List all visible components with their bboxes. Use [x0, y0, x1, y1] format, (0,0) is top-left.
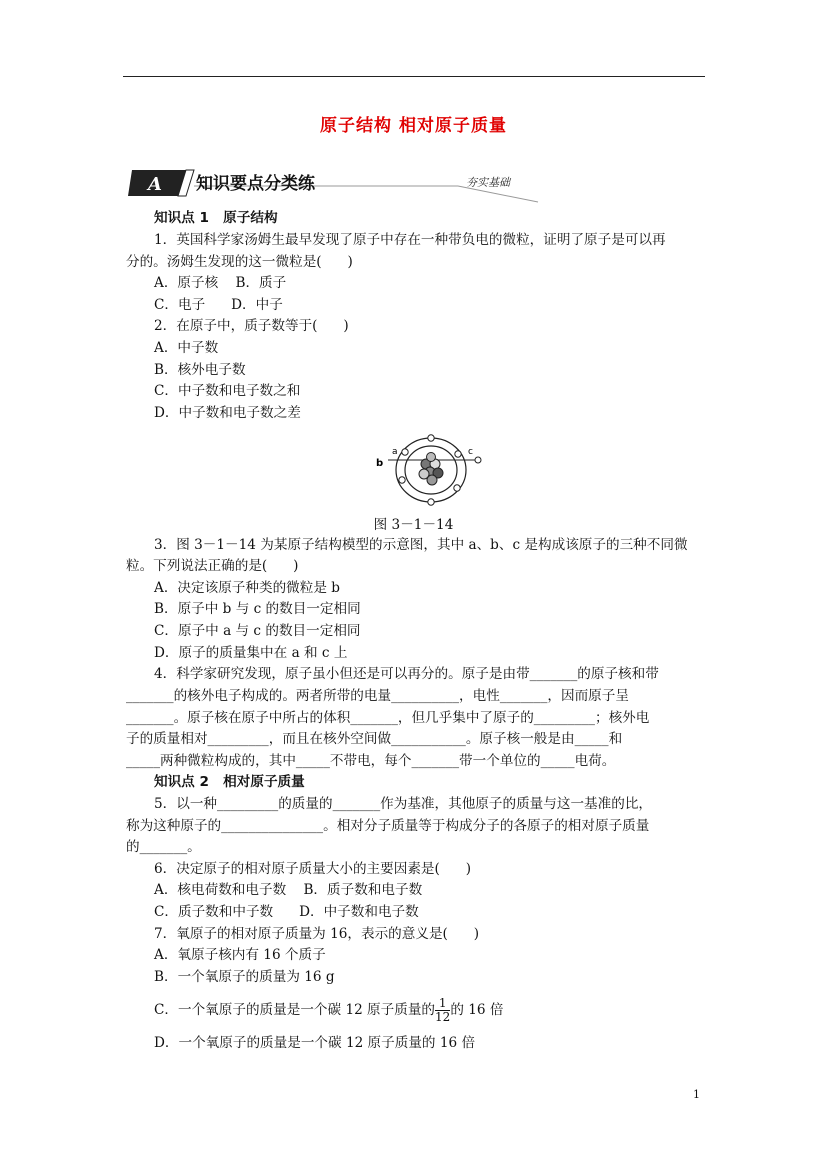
question-3-option-b: B．原子中 b 与 c 的数目一定相同 [154, 601, 361, 617]
question-5-line-3: 的_______。 [126, 839, 201, 855]
question-2-stem: 2．在原子中，质子数等于( ) [154, 318, 349, 334]
option-c-text-before: C．一个氧原子的质量是一个碳 12 原子质量的 [154, 1002, 436, 1018]
figure-label-c: c [468, 447, 473, 457]
question-2-option-d: D．中子数和电子数之差 [154, 405, 301, 421]
atom-model-figure [374, 430, 484, 510]
fraction-denominator: 12 [435, 1010, 451, 1024]
section-heading-1: 知识点 1 原子结构 [154, 210, 278, 226]
question-7-option-c [154, 993, 503, 1027]
question-3-option-c: C．原子中 a 与 c 的数目一定相同 [154, 623, 361, 639]
section-heading-2: 知识点 2 相对原子质量 [154, 774, 305, 790]
question-3-option-a: A．决定该原子种类的微粒是 b [154, 580, 340, 596]
banner-subtitle: 夯实基础 [466, 176, 510, 189]
banner-number: A [148, 174, 162, 195]
question-1-options-ab: A．原子核 B．质子 [154, 275, 287, 291]
question-2-option-b: B．核外电子数 [154, 362, 246, 378]
question-7-option-a: A．氧原子核内有 16 个质子 [154, 947, 326, 963]
question-3-line-2: 粒。下列说法正确的是( ) [126, 558, 299, 574]
question-6-stem: 6．决定原子的相对原子质量大小的主要因素是( ) [154, 861, 472, 877]
question-4-line-3: _______。原子核在原子中所占的体积_______，但几乎集中了原子的_________；核外电 [126, 710, 650, 726]
top-rule [123, 76, 705, 77]
question-4-line-5: _____两种微粒构成的，其中_____不带电，每个_______带一个单位的_____电荷。 [126, 753, 616, 769]
banner-label: 知识要点分类练 [196, 174, 315, 194]
page-number: 1 [693, 1088, 700, 1101]
question-5-line-2: 称为这种原子的_______________。相对分子质量等于构成分子的各原子的相对原子质量 [126, 818, 650, 834]
question-7-option-b: B．一个氧原子的质量为 16 g [154, 969, 335, 985]
question-3-option-d: D．原子的质量集中在 a 和 c 上 [154, 645, 348, 661]
question-6-options-ab: A．核电荷数和电子数 B．质子数和电子数 [154, 882, 423, 898]
fraction-numerator: 1 [435, 997, 450, 1011]
question-2-option-c: C．中子数和电子数之和 [154, 383, 301, 399]
figure-label-b: b [376, 458, 384, 469]
question-4-line-2: _______的核外电子构成的。两者所带的电量__________，电性_______，因而原子呈 [126, 688, 629, 704]
page-title: 原子结构 相对原子质量 [320, 116, 507, 136]
option-c-text-after: 的 16 倍 [450, 1002, 504, 1018]
question-3-line-1: 3．图 3－1－14 为某原子结构模型的示意图，其中 a、b、c 是构成该原子的三种不同微 [154, 537, 688, 553]
question-4-line-4: 子的质量相对_________，而且在核外空间做___________。原子核一般是由_____和 [126, 731, 623, 747]
figure-label-a: a [392, 447, 398, 457]
question-5-line-1: 5．以一种_________的质量的_______作为基准，其他原子的质量与这一基准的比， [154, 796, 653, 812]
fraction-one-twelfth [435, 997, 450, 1024]
question-1-line-1: 1．英国科学家汤姆生最早发现了原子中存在一种带负电的微粒，证明了原子是可以再 [154, 232, 666, 248]
question-2-option-a: A．中子数 [154, 340, 219, 356]
question-6-options-cd: C．质子数和中子数 D．中子数和电子数 [154, 904, 419, 920]
question-7-stem: 7．氧原子的相对原子质量为 16，表示的意义是( ) [154, 926, 480, 942]
figure-caption: 图 3－1－14 [373, 517, 454, 533]
question-1-options-cd: C．电子 D．中子 [154, 297, 283, 313]
question-1-line-2: 分的。汤姆生发现的这一微粒是( ) [126, 254, 353, 270]
question-4-line-1: 4．科学家研究发现，原子虽小但还是可以再分的。原子是由带_______的原子核和带 [154, 666, 659, 682]
question-7-option-d: D．一个氧原子的质量是一个碳 12 原子质量的 16 倍 [154, 1035, 476, 1051]
